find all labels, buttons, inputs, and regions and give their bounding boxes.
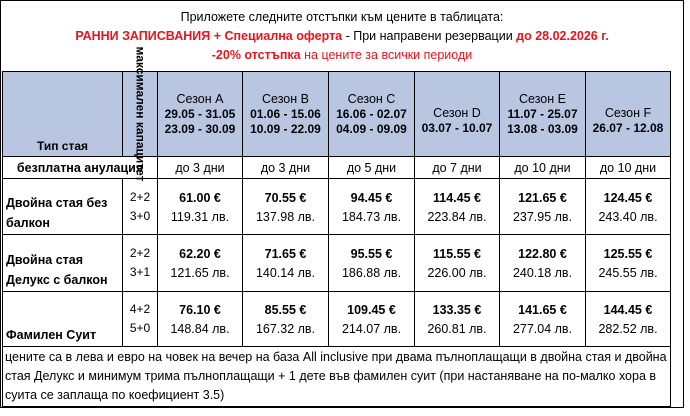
price-cell (329, 235, 415, 292)
header-line-2-mid: - При направени резервации (342, 29, 517, 43)
price-eur: 122.80 € (518, 247, 567, 261)
capacity-header-label: максимален капацитет (133, 46, 148, 182)
season-dates: 23.09 - 30.09 (164, 122, 236, 136)
price-bgn: 240.18 лв. (512, 266, 573, 280)
price-cell (500, 292, 586, 347)
header-line-3-rest: на цените за всички периоди (300, 48, 473, 62)
price-cell (586, 292, 671, 347)
price-bgn: 148.84 лв. (170, 322, 230, 336)
price-eur: 133.35 € (432, 303, 482, 317)
room-row-double (3, 179, 671, 235)
room-name-line: Фамилен Суит (6, 328, 97, 342)
room-name (3, 292, 123, 347)
price-bgn: 214.07 лв. (341, 322, 402, 336)
room-capacity (123, 179, 158, 235)
season-name: Сезон E (519, 92, 566, 106)
price-cell (243, 179, 329, 235)
room-row-family (3, 292, 671, 347)
season-name: Сезон D (433, 105, 481, 120)
season-e-header (500, 72, 586, 157)
season-dates: 10.09 - 22.09 (250, 122, 321, 136)
price-cell (415, 292, 500, 347)
capacity-value: 5+0 (129, 321, 151, 335)
price-bgn: 245.55 лв. (598, 266, 658, 280)
price-eur: 94.45 € (350, 190, 393, 205)
price-bgn: 184.73 лв. (341, 209, 402, 224)
discount-header (0, 8, 684, 65)
price-bgn: 186.88 лв. (341, 266, 402, 280)
season-d-header (415, 72, 500, 157)
season-b-header (243, 72, 329, 157)
season-dates: 29.05 - 31.05 (164, 107, 236, 121)
price-eur: 71.65 € (264, 247, 307, 261)
room-name-line: Двойна стая без (6, 196, 108, 210)
price-eur: 121.65 € (518, 190, 567, 205)
price-eur: 144.45 € (603, 303, 653, 317)
price-cell (243, 292, 329, 347)
price-bgn: 223.84 лв. (427, 209, 487, 224)
booking-deadline: до 28.02.2026 г. (516, 29, 609, 43)
season-dates: 04.09 - 09.09 (336, 122, 407, 136)
price-eur: 115.55 € (433, 247, 481, 261)
room-name-line: балкон (6, 216, 50, 230)
price-bgn: 226.00 лв. (427, 266, 487, 280)
price-bgn: 282.52 лв. (598, 322, 658, 336)
season-dates: 01.06 - 15.06 (250, 107, 321, 121)
price-cell (329, 292, 415, 347)
price-cell (243, 235, 329, 292)
cancellation-label: безплатна анулация (3, 157, 158, 179)
price-eur: 85.55 € (264, 303, 307, 317)
cancellation-row (3, 157, 671, 179)
price-eur: 61.00 € (179, 190, 221, 205)
capacity-value: 2+2 (129, 189, 151, 204)
header-line-2 (0, 27, 684, 46)
cancellation-value: до 7 дни (415, 157, 500, 179)
capacity-value: 3+1 (129, 265, 151, 279)
price-bgn: 260.81 лв. (427, 322, 487, 336)
price-cell (500, 235, 586, 292)
price-eur: 62.20 € (179, 247, 221, 261)
room-name (3, 235, 123, 292)
season-name: Сезон А (176, 92, 224, 106)
season-a-header (158, 72, 243, 157)
price-bgn: 167.32 лв. (255, 322, 316, 336)
price-cell (158, 235, 243, 292)
cancellation-value: до 3 дни (243, 157, 329, 179)
cancellation-value: до 10 дни (586, 157, 671, 179)
price-eur: 141.65 € (518, 303, 567, 317)
cancellation-value: до 10 дни (500, 157, 586, 179)
price-cell (158, 179, 243, 235)
price-bgn: 277.04 лв. (512, 322, 573, 336)
season-dates: 11.07 - 25.07 (507, 107, 578, 121)
discount-percent: -20% отстъпка (211, 48, 301, 62)
capacity-value: 3+0 (129, 208, 151, 223)
price-eur: 95.55 € (350, 247, 393, 261)
header-line-3 (0, 46, 684, 65)
room-row-deluxe (3, 235, 671, 292)
room-type-header: Тип стая (3, 72, 123, 157)
season-dates: 13.08 - 03.09 (507, 122, 578, 136)
price-eur: 125.55 € (603, 247, 653, 261)
price-bgn: 140.14 лв. (255, 266, 316, 280)
capacity-header (123, 46, 158, 182)
capacity-value: 2+2 (129, 246, 151, 260)
footnote-row (3, 347, 671, 407)
season-name: Сезон F (604, 105, 652, 120)
footnote: цените са в лева и евро на човек на вечер на база All inclusive при двама пълноплащащи в двойна стая и двойна стая Делукс и минимум трима пълноплащащи + 1 дете във фамилен суит (при настаняване на по-малко хора в суита се заплаща по коефициент 3.5) (3, 347, 671, 407)
season-dates: 16.06 - 02.07 (336, 107, 407, 121)
header-line-1: Приложете следните отстъпки към цените в таблицата: (180, 10, 504, 24)
price-bgn: 237.95 лв. (512, 209, 573, 224)
season-dates: 03.07 - 10.07 (421, 120, 493, 135)
price-eur: 76.10 € (179, 303, 221, 317)
price-cell (586, 179, 671, 235)
price-eur: 114.45 € (433, 190, 481, 205)
price-cell (500, 179, 586, 235)
room-name-line: Делукс с балкон (6, 273, 108, 287)
capacity-value: 4+2 (129, 302, 151, 316)
price-eur: 70.55 € (264, 190, 307, 205)
price-bgn: 137.98 лв. (255, 209, 316, 224)
price-bgn: 243.40 лв. (598, 209, 658, 224)
early-booking-label: РАННИ ЗАПИСВАНИЯ + Специална оферта (75, 29, 343, 43)
season-c-header (329, 72, 415, 157)
room-name-line: Двойна стая (6, 253, 84, 267)
room-name (3, 179, 123, 235)
price-cell (329, 179, 415, 235)
price-bgn: 119.31 лв. (170, 209, 230, 224)
season-name: Сезон C (347, 92, 396, 106)
room-capacity (123, 292, 158, 347)
season-f-header (586, 72, 671, 157)
season-dates: 26.07 - 12.08 (592, 120, 664, 135)
price-cell (158, 292, 243, 347)
price-cell (415, 179, 500, 235)
season-name: Сезон B (262, 92, 309, 106)
price-bgn: 121.65 лв. (170, 266, 230, 280)
cancellation-value: до 5 дни (329, 157, 415, 179)
price-cell (415, 235, 500, 292)
price-eur: 109.45 € (347, 303, 396, 317)
price-cell (586, 235, 671, 292)
cancellation-value: до 3 дни (158, 157, 243, 179)
room-capacity (123, 235, 158, 292)
price-eur: 124.45 € (603, 190, 653, 205)
